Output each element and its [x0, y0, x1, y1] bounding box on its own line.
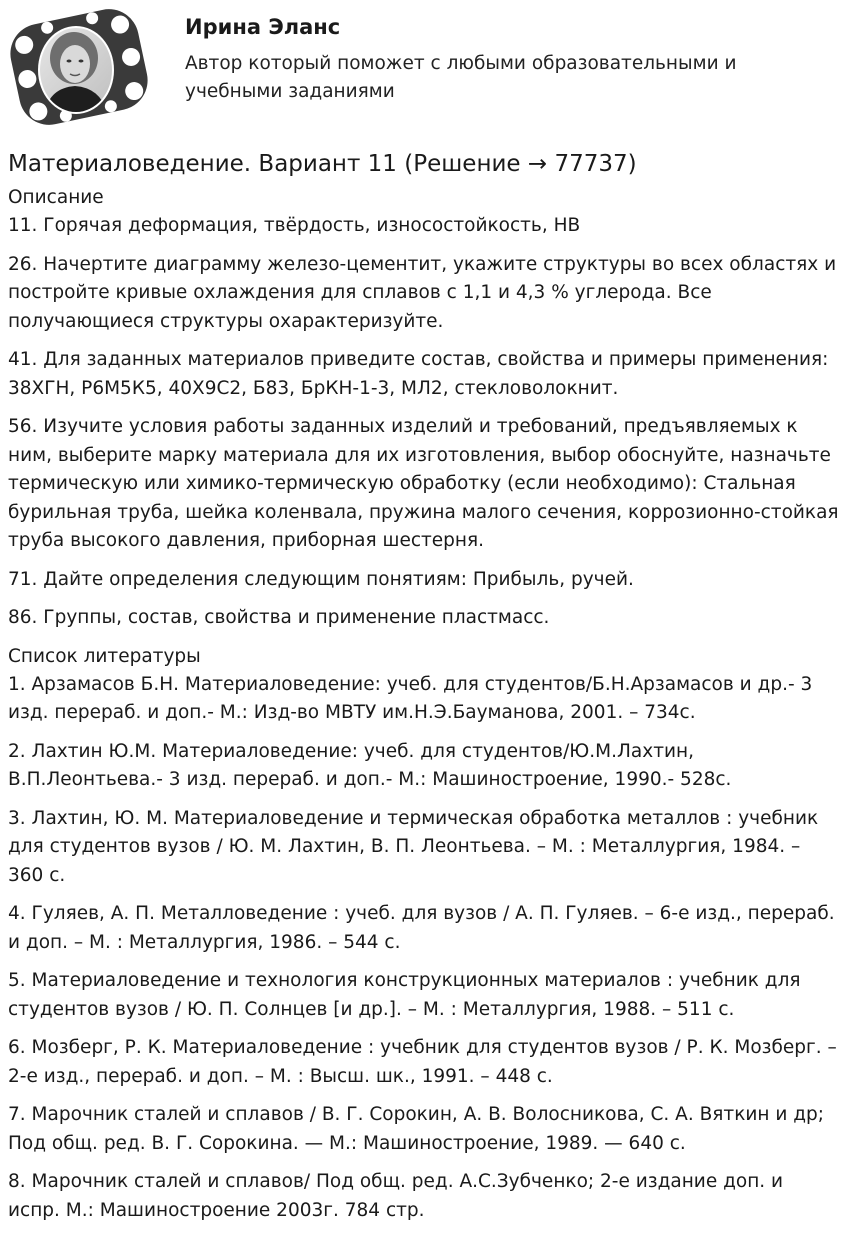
literature-item: 5. Материаловедение и технология конструкционных материалов : учебник для студентов вузов / Ю. П. Солнцев [и др.]. – М. : Металлургия, 1988. – 511 с.	[8, 970, 801, 1020]
task-item: 86. Группы, состав, свойства и применение пластмасс.	[8, 607, 550, 628]
task-item: 56. Изучите условия работы заданных изделий и требований, предъявляемых к ним, выберите марку материала для их изготовления, выбор обоснуйте, назначьте термическую или химико-термическую обработку (если необходимо): Стальная бурильная труба, шейка коленвала, пружина малого сечения, коррозионно-стойкая труба высокого давления, приборная шестерня.	[8, 416, 839, 551]
literature-label: Список литературы	[8, 645, 201, 667]
film-reel-avatar-icon	[8, 6, 150, 128]
literature-item: 6. Мозберг, Р. К. Материаловедение : учебник для студентов вузов / Р. К. Мозберг. – 2-е изд., перераб. и доп. – М. : Высш. шк., 1991. – 448 с.	[8, 1037, 837, 1087]
task-item: 41. Для заданных материалов приведите состав, свойства и примеры применения: 38ХГН, Р6М5К5, 40Х9С2, Б83, БрКН-1-3, МЛ2, стекловолокнит.	[8, 349, 829, 399]
literature-item: 2. Лахтин Ю.М. Материаловедение: учеб. для студентов/Ю.М.Лахтин, В.П.Леонтьева.- 3 изд. перераб. и доп.- М.: Машиностроение, 1990.- 528с.	[8, 740, 732, 790]
literature-item: 4. Гуляев, А. П. Металловедение : учеб. для вузов / А. П. Гуляев. – 6-е изд., перераб. и доп. – М. : Металлургия, 1986. – 544 с.	[8, 903, 835, 953]
author-header	[0, 0, 847, 140]
avatar[interactable]	[8, 6, 150, 128]
author-description: Автор который поможет с любыми образовательными и учебными заданиями	[185, 53, 737, 102]
literature-item: 1. Арзамасов Б.Н. Материаловедение: учеб. для студентов/Б.Н.Арзамасов и др.- 3 изд. перераб. и доп.- М.: Изд-во МВТУ им.Н.Э.Бауманова, 2001. – 734с.	[8, 673, 813, 723]
task-item: 71. Дайте определения следующим понятиям: Прибыль, ручей.	[8, 568, 634, 590]
task-item: 11. Горячая деформация, твёрдость, износостойкость, НВ	[8, 215, 581, 236]
author-name[interactable]: Ирина Эланс	[185, 15, 341, 39]
task-item: 26. Начертите диаграмму железо-цементит, укажите структуры во всех областях и постройте кривые охлаждения для сплавов с 1,1 и 4,3 % углерода. Все получающиеся структуры охарактеризуйте.	[8, 253, 837, 332]
main-content	[8, 148, 840, 1235]
description-label: Описание	[8, 187, 104, 208]
literature-list	[8, 671, 840, 1226]
literature-item: 8. Марочник сталей и сплавов/ Под общ. ред. А.С.Зубченко; 2-е издание доп. и испр. М.: Машиностроение 2003г. 784 стр.	[8, 1171, 784, 1221]
literature-item: 3. Лахтин, Ю. М. Материаловедение и термическая обработка металлов : учебник для студентов вузов / Ю. М. Лахтин, В. П. Леонтьева. – М. : Металлургия, 1984. – 360 с.	[8, 807, 819, 886]
task-list	[8, 212, 840, 633]
page-title: Материаловедение. Вариант 11 (Решение → 77737)	[8, 151, 637, 177]
literature-item: 7. Марочник сталей и сплавов / В. Г. Сорокин, А. В. Волосникова, С. А. Вяткин и др; Под общ. ред. В. Г. Сорокина. — М.: Машиностроение, 1989. — 640 с.	[8, 1104, 825, 1154]
